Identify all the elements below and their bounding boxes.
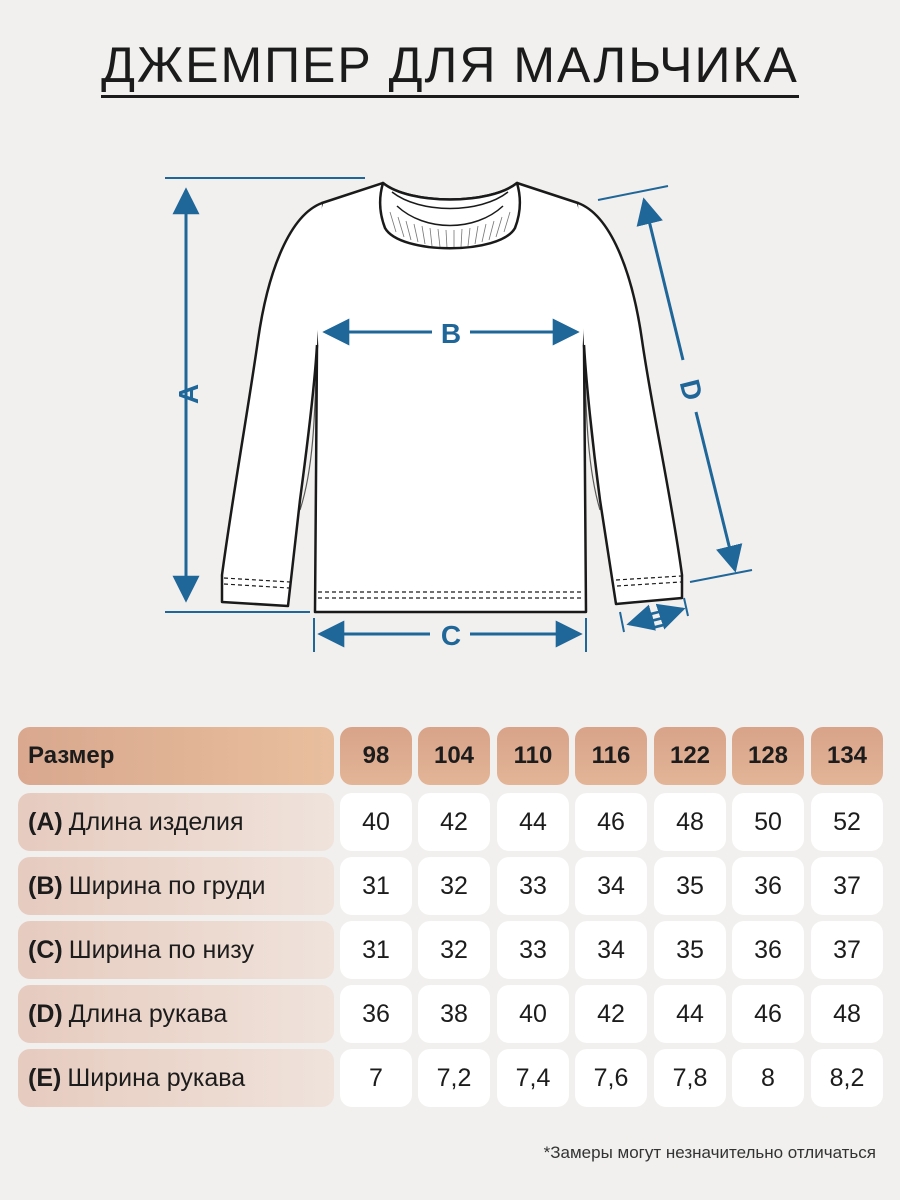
label-a: A bbox=[173, 383, 204, 405]
table-cell: 8 bbox=[732, 1049, 804, 1107]
label-d: D bbox=[673, 376, 709, 404]
table-cell: 40 bbox=[497, 985, 569, 1043]
row-code: (A) bbox=[28, 807, 63, 836]
table-cell: 7,2 bbox=[418, 1049, 490, 1107]
size-134: 134 bbox=[811, 727, 883, 785]
row-name: Ширина рукава bbox=[67, 1063, 246, 1092]
table-row bbox=[18, 1049, 888, 1107]
table-cell: 38 bbox=[418, 985, 490, 1043]
table-cell: 46 bbox=[732, 985, 804, 1043]
label-c: C bbox=[440, 620, 462, 651]
table-cell: 33 bbox=[497, 921, 569, 979]
label-b: B bbox=[440, 318, 462, 349]
table-cell: 32 bbox=[418, 921, 490, 979]
row-code: (C) bbox=[28, 935, 63, 964]
table-cell: 7,8 bbox=[654, 1049, 726, 1107]
table-row bbox=[18, 793, 888, 851]
page-title-text: ДЖЕМПЕР ДЛЯ МАЛЬЧИКА bbox=[101, 37, 799, 98]
row-name: Длина рукава bbox=[68, 999, 228, 1028]
arrow-d bbox=[644, 200, 683, 360]
table-cell: 42 bbox=[575, 985, 647, 1043]
table-cell: 31 bbox=[340, 857, 412, 915]
table-cell: 46 bbox=[575, 793, 647, 851]
arrow-e bbox=[629, 621, 640, 624]
row-name: Ширина по груди bbox=[68, 871, 266, 900]
table-cell: 48 bbox=[654, 793, 726, 851]
row-name: Длина изделия bbox=[68, 807, 244, 836]
table-cell: 33 bbox=[497, 857, 569, 915]
table-cell: 36 bbox=[732, 857, 804, 915]
table-cell: 48 bbox=[811, 985, 883, 1043]
table-cell: 42 bbox=[418, 793, 490, 851]
table-cell: 7,4 bbox=[497, 1049, 569, 1107]
table-cell: 37 bbox=[811, 857, 883, 915]
table-cell: 31 bbox=[340, 921, 412, 979]
row-label bbox=[18, 857, 334, 915]
table-cell: 35 bbox=[654, 857, 726, 915]
table-cell: 35 bbox=[654, 921, 726, 979]
size-128: 128 bbox=[732, 727, 804, 785]
size-104: 104 bbox=[418, 727, 490, 785]
table-cell: 37 bbox=[811, 921, 883, 979]
footnote: *Замеры могут незначительно отличаться bbox=[543, 1143, 876, 1162]
row-label bbox=[18, 793, 334, 851]
row-code: (D) bbox=[28, 999, 63, 1028]
size-110: 110 bbox=[497, 727, 569, 785]
size-122: 122 bbox=[654, 727, 726, 785]
size-98: 98 bbox=[340, 727, 412, 785]
row-name: Ширина по низу bbox=[68, 935, 254, 964]
sweater-outline bbox=[222, 183, 682, 612]
table-cell: 34 bbox=[575, 857, 647, 915]
row-label bbox=[18, 921, 334, 979]
row-label bbox=[18, 1049, 334, 1107]
size-116: 116 bbox=[575, 727, 647, 785]
size-table-header bbox=[18, 727, 888, 785]
table-row bbox=[18, 985, 888, 1043]
row-label bbox=[18, 985, 334, 1043]
label-e: E bbox=[645, 605, 668, 636]
row-code: (B) bbox=[28, 871, 63, 900]
table-cell: 36 bbox=[340, 985, 412, 1043]
table-cell: 50 bbox=[732, 793, 804, 851]
table-cell: 7 bbox=[340, 1049, 412, 1107]
table-cell: 44 bbox=[654, 985, 726, 1043]
table-cell: 36 bbox=[732, 921, 804, 979]
table-cell: 7,6 bbox=[575, 1049, 647, 1107]
table-row bbox=[18, 921, 888, 979]
table-cell: 32 bbox=[418, 857, 490, 915]
table-row bbox=[18, 857, 888, 915]
table-cell: 52 bbox=[811, 793, 883, 851]
table-cell: 44 bbox=[497, 793, 569, 851]
row-code: (E) bbox=[28, 1063, 62, 1092]
table-cell: 8,2 bbox=[811, 1049, 883, 1107]
table-cell: 40 bbox=[340, 793, 412, 851]
header-label: Размер bbox=[18, 727, 334, 785]
table-cell: 34 bbox=[575, 921, 647, 979]
